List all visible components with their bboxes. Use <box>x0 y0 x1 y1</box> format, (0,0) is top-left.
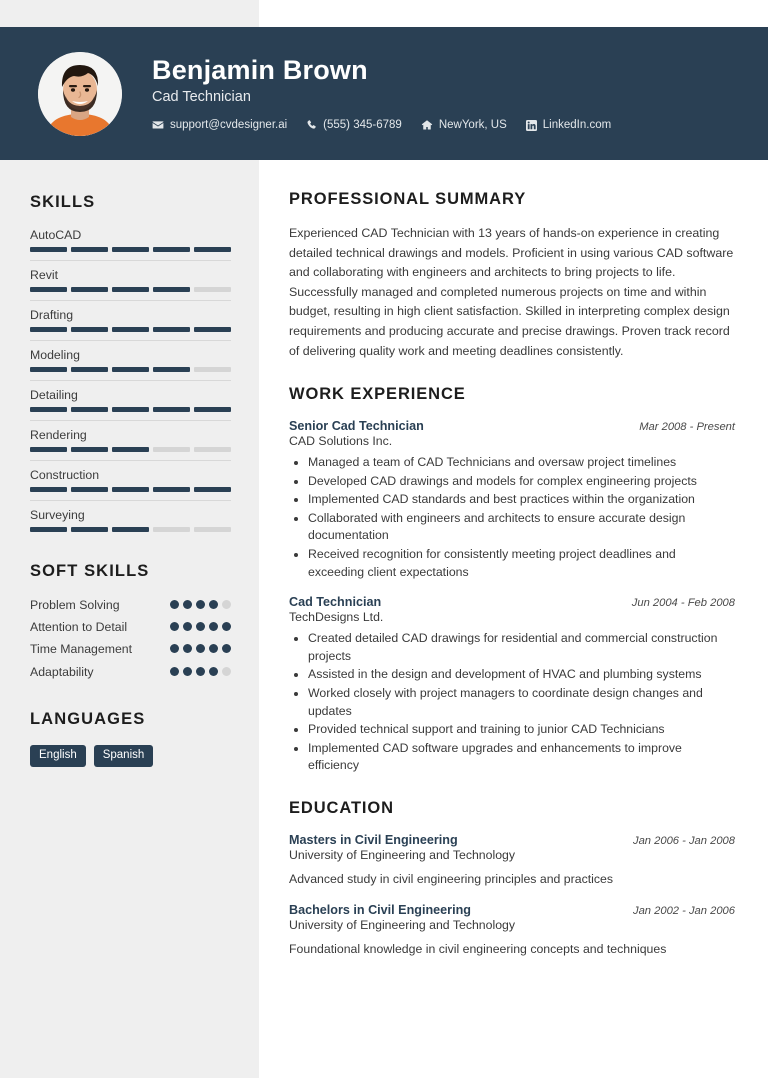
skill-bar-segment <box>71 287 108 292</box>
languages-heading: LANGUAGES <box>30 709 146 728</box>
rating-dot <box>222 600 231 609</box>
skill-name: Rendering <box>30 420 231 442</box>
skill-bar-segment <box>71 407 108 412</box>
main-content <box>259 160 768 958</box>
skills-list <box>30 228 231 532</box>
soft-skill-row <box>30 641 231 657</box>
education-entry <box>289 903 735 959</box>
experience-bullet: • Developed CAD drawings and models for complex engineering projects <box>308 473 735 491</box>
soft-skill-rating <box>170 641 231 653</box>
summary-text: Experienced CAD Technician with 13 years of hands-on experience in creating detailed technical drawings and models. Proficient in using various CAD software and collaborating with engineers and architects to bring projects to life. Successfully managed and completed numerous projects on time and within budget, resulting in high client satisfaction. Skilled in interpreting complex design requirements and producing accurate and precise drawings. Proven track record of delivering quality work and meeting deadlines consistently. <box>289 226 734 358</box>
experience-company: TechDesigns Ltd. <box>289 610 384 625</box>
skill-row <box>30 420 231 452</box>
skill-bar-segment <box>194 367 231 372</box>
experience-job-title: Cad Technician <box>289 595 382 610</box>
rating-dot <box>170 600 179 609</box>
skill-bar-segment <box>112 367 149 372</box>
soft-skill-row <box>30 664 231 680</box>
experience-bullet: • Provided technical support and training to junior CAD Technicians <box>308 721 735 739</box>
skill-bar-segment <box>153 367 190 372</box>
summary-heading: PROFESSIONAL SUMMARY <box>289 190 527 208</box>
rating-dot <box>209 622 218 631</box>
soft-skill-name: Adaptability <box>30 664 94 679</box>
rating-dot <box>183 644 192 653</box>
skill-row <box>30 460 231 492</box>
contact-list <box>152 119 611 131</box>
soft-skills-list <box>30 597 231 680</box>
education-school: University of Engineering and Technology <box>289 847 516 862</box>
language-tag-list <box>30 745 231 767</box>
skill-bar-segment <box>71 527 108 532</box>
skill-level-bar <box>30 487 231 492</box>
rating-dot <box>222 667 231 676</box>
skill-row <box>30 300 231 332</box>
skill-level-bar <box>30 247 231 252</box>
education-degree: Masters in Civil Engineering <box>289 832 458 847</box>
resume-header <box>0 27 768 160</box>
experience-bullet: • Worked closely with project managers to coordinate design changes and updates <box>308 685 735 720</box>
rating-dot <box>222 622 231 631</box>
skill-bar-segment <box>30 247 67 252</box>
experience-section <box>289 385 735 775</box>
skill-level-bar <box>30 527 231 532</box>
skill-bar-segment <box>112 487 149 492</box>
experience-heading: WORK EXPERIENCE <box>289 385 466 404</box>
skill-bar-segment <box>194 327 231 332</box>
experience-date-range: Mar 2008 - Present <box>639 421 735 434</box>
experience-entry <box>289 595 735 775</box>
experience-bullet: • Created detailed CAD drawings for residential and commercial construction projects <box>308 630 735 665</box>
education-school: University of Engineering and Technology <box>289 917 516 932</box>
skill-bar-segment <box>112 527 149 532</box>
skill-level-bar <box>30 407 231 412</box>
rating-dot <box>209 667 218 676</box>
languages-section <box>30 710 231 767</box>
skill-bar-segment <box>30 527 67 532</box>
education-entry-header <box>289 903 735 917</box>
soft-skill-row <box>30 619 231 635</box>
contact-linkedin[interactable] <box>526 119 611 131</box>
skill-bar-segment <box>153 247 190 252</box>
experience-bullet: • Received recognition for consistently meeting project deadlines and exceeding client expectations <box>308 546 735 581</box>
header-job-title: Cad Technician <box>152 89 251 106</box>
skill-level-bar <box>30 327 231 332</box>
soft-skills-heading: SOFT SKILLS <box>30 562 150 580</box>
rating-dot <box>196 622 205 631</box>
soft-skill-name: Problem Solving <box>30 598 120 612</box>
experience-bullet: • Implemented CAD software upgrades and enhancements to improve efficiency <box>308 740 735 775</box>
education-section <box>289 799 735 959</box>
experience-bullet: • Implemented CAD standards and best practices within the organization <box>308 491 735 509</box>
home-icon <box>421 119 433 131</box>
education-heading: EDUCATION <box>289 798 394 817</box>
profile-photo-icon <box>38 52 122 136</box>
skill-bar-segment <box>112 407 149 412</box>
skill-bar-segment <box>153 287 190 292</box>
contact-phone[interactable] <box>306 119 402 131</box>
experience-bullet: • Collaborated with engineers and architects to ensure accurate design documentation <box>308 510 735 545</box>
soft-skill-name: Attention to Detail <box>30 620 128 635</box>
rating-dot <box>170 622 179 631</box>
skill-bar-segment <box>30 447 67 452</box>
envelope-icon <box>152 119 164 131</box>
experience-job-title: Senior Cad Technician <box>289 419 424 434</box>
skill-level-bar <box>30 287 231 292</box>
rating-dot <box>209 600 218 609</box>
rating-dot <box>196 600 205 609</box>
phone-icon <box>306 119 317 131</box>
soft-skill-name: Time Management <box>30 642 133 657</box>
header-text-block <box>152 56 611 132</box>
education-description: Foundational knowledge in civil engineering concepts and techniques <box>289 941 667 956</box>
soft-skill-rating <box>170 597 231 609</box>
skill-name: AutoCAD <box>30 228 82 242</box>
skill-bar-segment <box>30 407 67 412</box>
skill-bar-segment <box>112 247 149 252</box>
skill-row <box>30 260 231 292</box>
experience-entry <box>289 419 735 581</box>
skill-name: Detailing <box>30 380 231 402</box>
skill-bar-segment <box>30 487 67 492</box>
skill-level-bar <box>30 367 231 372</box>
avatar <box>38 52 122 136</box>
language-tag: English <box>30 745 86 767</box>
contact-email-text: support@cvdesigner.ai <box>170 119 288 132</box>
contact-phone-text: (555) 345-6789 <box>323 119 402 132</box>
contact-location[interactable] <box>421 119 507 131</box>
contact-location-text: NewYork, US <box>438 119 507 132</box>
education-date-range: Jan 2006 - Jan 2008 <box>632 834 735 847</box>
skill-bar-segment <box>71 247 108 252</box>
skill-name: Modeling <box>30 340 231 362</box>
experience-company: CAD Solutions Inc. <box>289 434 393 449</box>
rating-dot <box>183 600 192 609</box>
skill-bar-segment <box>153 487 190 492</box>
skill-bar-segment <box>30 327 67 332</box>
skill-bar-segment <box>71 367 108 372</box>
skill-level-bar <box>30 447 231 452</box>
linkedin-icon <box>526 120 537 131</box>
skill-bar-segment <box>30 287 67 292</box>
skill-bar-segment <box>30 367 67 372</box>
skill-bar-segment <box>71 327 108 332</box>
skills-heading: SKILLS <box>30 193 96 211</box>
skill-bar-segment <box>194 487 231 492</box>
skill-bar-segment <box>112 327 149 332</box>
experience-bullet-list <box>289 630 735 775</box>
soft-skills-section <box>30 562 231 680</box>
skill-row <box>30 228 231 252</box>
skill-bar-segment <box>153 407 190 412</box>
experience-bullet-list <box>289 454 735 581</box>
rating-dot <box>170 667 179 676</box>
experience-entry-header <box>289 595 735 609</box>
skill-bar-segment <box>194 527 231 532</box>
skill-bar-segment <box>194 407 231 412</box>
skill-bar-segment <box>112 447 149 452</box>
education-description: Advanced study in civil engineering principles and practices <box>289 871 614 886</box>
rating-dot <box>170 644 179 653</box>
skill-name: Revit <box>30 260 231 282</box>
skill-bar-segment <box>194 287 231 292</box>
experience-date-range: Jun 2004 - Feb 2008 <box>631 597 735 610</box>
skill-name: Construction <box>30 460 231 482</box>
education-entry-header <box>289 833 735 847</box>
skill-row <box>30 340 231 372</box>
rating-dot <box>183 622 192 631</box>
skill-name: Drafting <box>30 300 231 322</box>
experience-bullet: • Assisted in the design and development of HVAC and plumbing systems <box>308 666 735 684</box>
language-tag: Spanish <box>94 745 154 767</box>
skill-bar-segment <box>194 447 231 452</box>
full-name: Benjamin Brown <box>152 54 368 85</box>
experience-list <box>289 419 735 775</box>
skill-bar-segment <box>153 447 190 452</box>
education-entry <box>289 833 735 889</box>
education-list <box>289 833 735 959</box>
soft-skill-row <box>30 597 231 613</box>
skill-bar-segment <box>112 287 149 292</box>
contact-email[interactable] <box>152 119 287 131</box>
skill-row <box>30 380 231 412</box>
education-degree: Bachelors in Civil Engineering <box>289 902 471 917</box>
rating-dot <box>196 644 205 653</box>
experience-entry-header <box>289 419 735 433</box>
skill-name: Surveying <box>30 500 231 522</box>
experience-bullet: • Managed a team of CAD Technicians and oversaw project timelines <box>308 454 735 472</box>
rating-dot <box>183 667 192 676</box>
summary-section <box>289 190 735 361</box>
sidebar <box>0 160 259 767</box>
skill-bar-segment <box>71 487 108 492</box>
rating-dot <box>196 667 205 676</box>
skill-row <box>30 500 231 532</box>
skill-bar-segment <box>194 247 231 252</box>
skill-bar-segment <box>153 527 190 532</box>
soft-skill-rating <box>170 664 231 676</box>
skill-bar-segment <box>153 327 190 332</box>
soft-skill-rating <box>170 619 231 631</box>
rating-dot <box>222 644 231 653</box>
skill-bar-segment <box>71 447 108 452</box>
rating-dot <box>209 644 218 653</box>
education-date-range: Jan 2002 - Jan 2006 <box>632 904 735 917</box>
contact-linkedin-text: LinkedIn.com <box>542 119 612 132</box>
